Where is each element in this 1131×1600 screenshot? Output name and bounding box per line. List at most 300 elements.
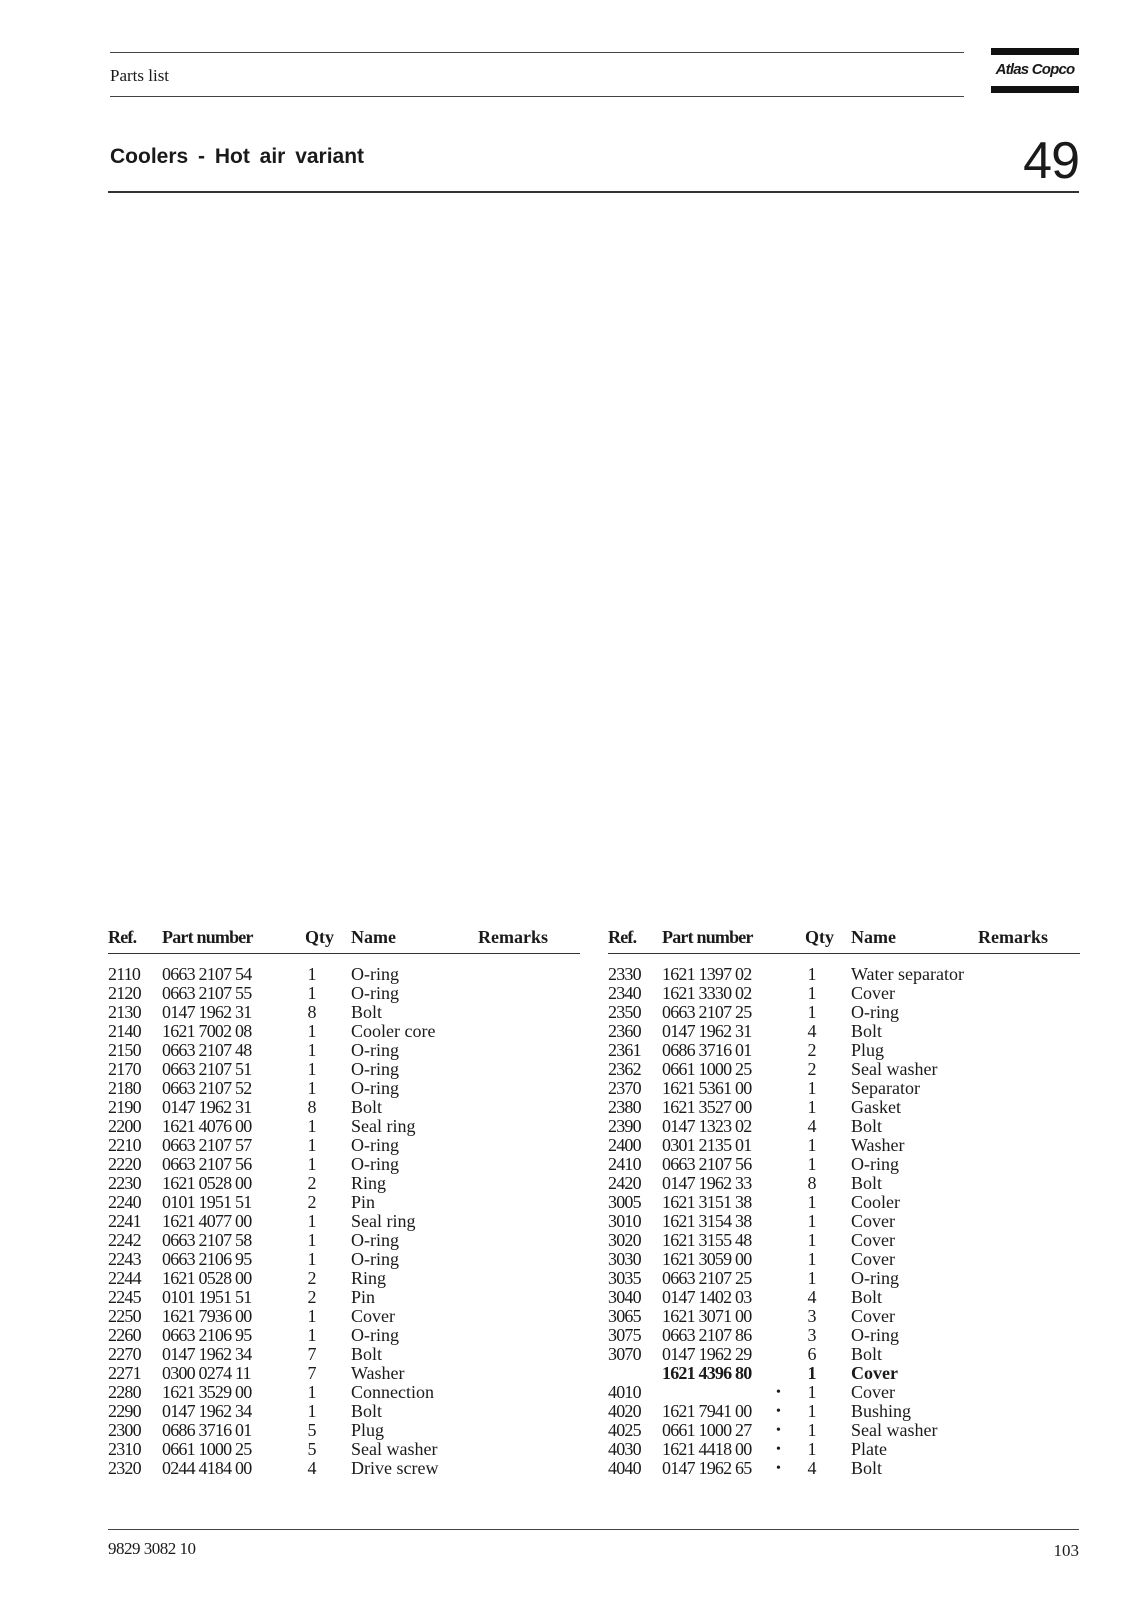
ref-cell: 2270	[108, 1344, 141, 1364]
part-number-cell: 0244 4184 00	[162, 1458, 252, 1478]
part-number-cell: 0663 2107 58	[162, 1230, 252, 1250]
name-cell: Plug	[851, 1040, 885, 1060]
name-cell: Cover	[851, 1230, 895, 1250]
ref-cell: 3010	[608, 1211, 641, 1231]
name-cell: Cover	[851, 983, 895, 1003]
ref-cell: 3030	[608, 1249, 641, 1269]
name-cell: Separator	[851, 1078, 920, 1098]
parts-table-left	[108, 927, 580, 1478]
bullet-marker: •	[776, 1404, 781, 1419]
ref-cell: 3020	[608, 1230, 641, 1250]
table-header	[608, 927, 1080, 954]
qty-cell: 3	[807, 1306, 817, 1326]
part-number-cell: 1621 4418 00	[662, 1439, 752, 1459]
part-number-cell: 1621 3059 00	[662, 1249, 752, 1269]
logo-bottom-bar	[991, 86, 1079, 93]
table-row	[608, 1003, 1080, 1022]
qty-cell: 1	[307, 1401, 317, 1421]
name-cell: Washer	[851, 1135, 905, 1155]
name-cell: O-ring	[351, 964, 399, 984]
ref-cell: 2242	[108, 1230, 141, 1250]
name-cell: Cover	[851, 1363, 898, 1383]
ref-cell: 3065	[608, 1306, 641, 1326]
name-cell: O-ring	[851, 1002, 899, 1022]
table-row	[608, 1307, 1080, 1326]
qty-cell: 1	[307, 1325, 317, 1345]
name-cell: Cover	[851, 1249, 895, 1269]
header-remarks: Remarks	[478, 927, 548, 947]
ref-cell: 4020	[608, 1401, 641, 1421]
table-row	[608, 1231, 1080, 1250]
part-number-cell: 1621 3154 38	[662, 1211, 752, 1231]
ref-cell: 2245	[108, 1287, 141, 1307]
ref-cell: 2380	[608, 1097, 641, 1117]
part-number-cell: 0300 0274 11	[162, 1363, 251, 1383]
qty-cell: 1	[807, 1135, 817, 1155]
ref-cell: 2210	[108, 1135, 141, 1155]
qty-cell: 1	[807, 1002, 817, 1022]
name-cell: Bolt	[851, 1287, 883, 1307]
ref-cell: 2250	[108, 1306, 141, 1326]
table-row	[608, 1288, 1080, 1307]
qty-cell: 4	[807, 1458, 817, 1478]
table-row	[108, 1155, 580, 1174]
ref-cell: 2320	[108, 1458, 141, 1478]
qty-cell: 2	[807, 1059, 817, 1079]
table-row	[608, 1383, 1080, 1402]
name-cell: O-ring	[851, 1154, 899, 1174]
ref-cell: 2350	[608, 1002, 641, 1022]
part-number-cell: 0147 1962 34	[162, 1344, 252, 1364]
table-row	[108, 1383, 580, 1402]
ref-cell: 2260	[108, 1325, 141, 1345]
table-row	[608, 1459, 1080, 1478]
table-row	[608, 1345, 1080, 1364]
part-number-cell: 0663 2107 51	[162, 1059, 252, 1079]
table-row	[608, 1326, 1080, 1345]
table-row	[108, 1250, 580, 1269]
table-body	[608, 965, 1080, 1478]
name-cell: O-ring	[351, 1249, 399, 1269]
qty-cell: 1	[807, 983, 817, 1003]
qty-cell: 1	[307, 1078, 317, 1098]
name-cell: Seal washer	[851, 1420, 938, 1440]
chapter-number: 49	[1023, 132, 1079, 190]
qty-cell: 2	[307, 1173, 317, 1193]
qty-cell: 1	[307, 1021, 317, 1041]
qty-cell: 1	[807, 1401, 817, 1421]
part-number-cell: 0663 2106 95	[162, 1325, 252, 1345]
name-cell: O-ring	[351, 1135, 399, 1155]
name-cell: Pin	[351, 1287, 376, 1307]
ref-cell: 4025	[608, 1420, 641, 1440]
qty-cell: 1	[307, 1230, 317, 1250]
name-cell: Bolt	[851, 1173, 883, 1193]
name-cell: O-ring	[351, 1059, 399, 1079]
name-cell: Ring	[351, 1173, 387, 1193]
table-row	[108, 1022, 580, 1041]
qty-cell: 1	[807, 1230, 817, 1250]
table-row	[608, 1402, 1080, 1421]
table-row	[108, 1003, 580, 1022]
qty-cell: 8	[807, 1173, 817, 1193]
table-row	[608, 1174, 1080, 1193]
table-row	[608, 1250, 1080, 1269]
name-cell: Seal washer	[851, 1059, 938, 1079]
name-cell: O-ring	[351, 1230, 399, 1250]
ref-cell: 2370	[608, 1078, 641, 1098]
document-number: 9829 3082 10	[108, 1539, 196, 1558]
bullet-marker: •	[776, 1385, 781, 1400]
table-row	[108, 1402, 580, 1421]
qty-cell: 1	[307, 983, 317, 1003]
qty-cell: 1	[807, 1249, 817, 1269]
name-cell: Connection	[351, 1382, 434, 1402]
part-number-cell: 0663 2106 95	[162, 1249, 252, 1269]
ref-cell: 2271	[108, 1363, 141, 1383]
ref-cell: 2243	[108, 1249, 141, 1269]
name-cell: Bushing	[851, 1401, 912, 1421]
name-cell: Seal washer	[351, 1439, 438, 1459]
name-cell: Bolt	[351, 1002, 383, 1022]
part-number-cell: 1621 5361 00	[662, 1078, 752, 1098]
name-cell: Water separator	[851, 964, 964, 984]
qty-cell: 1	[307, 1154, 317, 1174]
qty-cell: 1	[307, 1135, 317, 1155]
name-cell: Washer	[351, 1363, 405, 1383]
name-cell: Gasket	[851, 1097, 901, 1117]
name-cell: Bolt	[351, 1401, 383, 1421]
ref-cell: 3040	[608, 1287, 641, 1307]
table-row	[608, 984, 1080, 1003]
ref-cell: 2244	[108, 1268, 141, 1288]
name-cell: Bolt	[851, 1458, 883, 1478]
ref-cell: 2420	[608, 1173, 641, 1193]
qty-cell: 1	[807, 1154, 817, 1174]
header-remarks: Remarks	[978, 927, 1048, 947]
table-row	[108, 984, 580, 1003]
table-row	[108, 1174, 580, 1193]
table-row	[108, 1307, 580, 1326]
qty-cell: 5	[307, 1439, 317, 1459]
table-row	[108, 1364, 580, 1383]
table-body	[108, 965, 580, 1478]
part-number-cell: 0147 1962 29	[662, 1344, 752, 1364]
header-part-number: Part number	[662, 927, 753, 947]
part-number-cell: 0147 1323 02	[662, 1116, 752, 1136]
ref-cell: 2360	[608, 1021, 641, 1041]
part-number-cell: 1621 3071 00	[662, 1306, 752, 1326]
ref-cell: 2180	[108, 1078, 141, 1098]
ref-cell: 2130	[108, 1002, 141, 1022]
part-number-cell: 1621 4076 00	[162, 1116, 252, 1136]
table-row	[108, 1231, 580, 1250]
ref-cell: 3075	[608, 1325, 641, 1345]
name-cell: Drive screw	[351, 1458, 439, 1478]
ref-cell: 2390	[608, 1116, 641, 1136]
name-cell: O-ring	[851, 1325, 899, 1345]
table-row	[108, 1079, 580, 1098]
page-number: 103	[1053, 1541, 1079, 1560]
part-number-cell: 1621 7941 00	[662, 1401, 752, 1421]
part-number-cell: 0663 2107 86	[662, 1325, 752, 1345]
logo-top-bar	[991, 48, 1079, 55]
part-number-cell: 1621 3330 02	[662, 983, 752, 1003]
qty-cell: 4	[807, 1287, 817, 1307]
name-cell: Cover	[851, 1211, 895, 1231]
header-ref: Ref.	[108, 927, 137, 947]
part-number-cell: 0147 1962 65	[662, 1458, 752, 1478]
part-number-cell: 1621 4077 00	[162, 1211, 252, 1231]
ref-cell: 2280	[108, 1382, 141, 1402]
table-row	[108, 1459, 580, 1478]
qty-cell: 1	[807, 1211, 817, 1231]
part-number-cell: 0663 2107 56	[662, 1154, 752, 1174]
name-cell: Bolt	[851, 1116, 883, 1136]
table-row	[608, 1155, 1080, 1174]
ref-cell: 2362	[608, 1059, 641, 1079]
qty-cell: 1	[807, 1078, 817, 1098]
part-number-cell: 1621 3155 48	[662, 1230, 752, 1250]
ref-cell: 2241	[108, 1211, 141, 1231]
header-qty: Qty	[805, 927, 834, 947]
part-number-cell: 0147 1962 31	[162, 1097, 252, 1117]
table-row	[108, 1288, 580, 1307]
part-number-cell: 0661 1000 25	[662, 1059, 752, 1079]
table-row	[608, 965, 1080, 984]
ref-cell: 4010	[608, 1382, 641, 1402]
table-row	[608, 1421, 1080, 1440]
name-cell: Cooler core	[351, 1021, 436, 1041]
ref-cell: 3070	[608, 1344, 641, 1364]
part-number-cell: 0686 3716 01	[162, 1420, 252, 1440]
part-number-cell: 1621 0528 00	[162, 1268, 252, 1288]
part-number-cell: 0147 1962 31	[662, 1021, 752, 1041]
part-number-cell: 1621 7936 00	[162, 1306, 252, 1326]
table-row	[608, 1364, 1080, 1383]
name-cell: Ring	[351, 1268, 387, 1288]
ref-cell: 2340	[608, 983, 641, 1003]
qty-cell: 1	[307, 1059, 317, 1079]
part-number-cell: 0301 2135 01	[662, 1135, 752, 1155]
header-top-rule	[110, 52, 964, 53]
name-cell: Plug	[351, 1420, 385, 1440]
qty-cell: 1	[307, 964, 317, 984]
table-row	[608, 1440, 1080, 1459]
ref-cell: 3005	[608, 1192, 641, 1212]
ref-cell: 2400	[608, 1135, 641, 1155]
name-cell: Plate	[851, 1439, 887, 1459]
part-number-cell: 0147 1962 33	[662, 1173, 752, 1193]
part-number-cell: 0663 2107 56	[162, 1154, 252, 1174]
qty-cell: 2	[807, 1040, 817, 1060]
table-row	[108, 1117, 580, 1136]
qty-cell: 1	[807, 1097, 817, 1117]
qty-cell: 1	[807, 1420, 817, 1440]
brand-logo	[991, 48, 1079, 94]
qty-cell: 8	[307, 1002, 317, 1022]
table-row	[108, 1136, 580, 1155]
name-cell: Seal ring	[351, 1116, 416, 1136]
table-row	[108, 1269, 580, 1288]
table-row	[108, 1060, 580, 1079]
part-number-cell: 1621 3527 00	[662, 1097, 752, 1117]
qty-cell: 1	[807, 1439, 817, 1459]
qty-cell: 1	[307, 1116, 317, 1136]
table-row	[108, 1421, 580, 1440]
qty-cell: 1	[807, 964, 817, 984]
ref-cell: 2140	[108, 1021, 141, 1041]
name-cell: Bolt	[351, 1097, 383, 1117]
ref-cell: 2290	[108, 1401, 141, 1421]
name-cell: Cooler	[851, 1192, 900, 1212]
ref-cell: 2200	[108, 1116, 141, 1136]
header-ref: Ref.	[608, 927, 637, 947]
qty-cell: 7	[307, 1363, 317, 1383]
ref-cell: 2220	[108, 1154, 141, 1174]
part-number-cell: 1621 1397 02	[662, 964, 752, 984]
header-name: Name	[351, 927, 396, 947]
table-row	[108, 1345, 580, 1364]
ref-cell: 4030	[608, 1439, 641, 1459]
title-rule	[108, 191, 1079, 193]
ref-cell: 2190	[108, 1097, 141, 1117]
qty-cell: 5	[307, 1420, 317, 1440]
name-cell: Cover	[851, 1382, 895, 1402]
part-number-cell: 0101 1951 51	[162, 1192, 252, 1212]
ref-cell: 2150	[108, 1040, 141, 1060]
name-cell: O-ring	[351, 1040, 399, 1060]
bullet-marker: •	[776, 1423, 781, 1438]
part-number-cell: 0147 1962 31	[162, 1002, 252, 1022]
qty-cell: 2	[307, 1268, 317, 1288]
table-row	[608, 1098, 1080, 1117]
qty-cell: 4	[307, 1458, 317, 1478]
table-row	[608, 1269, 1080, 1288]
ref-cell: 2230	[108, 1173, 141, 1193]
header-part-number: Part number	[162, 927, 253, 947]
header-bottom-rule	[110, 96, 964, 97]
name-cell: O-ring	[351, 983, 399, 1003]
table-row	[108, 1440, 580, 1459]
qty-cell: 1	[307, 1211, 317, 1231]
ref-cell: 2410	[608, 1154, 641, 1174]
part-number-cell: 1621 7002 08	[162, 1021, 252, 1041]
qty-cell: 1	[307, 1382, 317, 1402]
qty-cell: 6	[807, 1344, 817, 1364]
table-row	[108, 1193, 580, 1212]
part-number-cell: 0686 3716 01	[662, 1040, 752, 1060]
ref-cell: 2330	[608, 964, 641, 984]
qty-cell: 1	[807, 1363, 817, 1383]
table-header	[108, 927, 580, 954]
name-cell: Bolt	[351, 1344, 383, 1364]
name-cell: Seal ring	[351, 1211, 416, 1231]
qty-cell: 8	[307, 1097, 317, 1117]
part-number-cell: 0661 1000 25	[162, 1439, 252, 1459]
table-row	[108, 1098, 580, 1117]
qty-cell: 1	[807, 1192, 817, 1212]
name-cell: Bolt	[851, 1021, 883, 1041]
qty-cell: 4	[807, 1021, 817, 1041]
part-number-cell: 1621 3529 00	[162, 1382, 252, 1402]
part-number-cell: 1621 3151 38	[662, 1192, 752, 1212]
table-row	[608, 1136, 1080, 1155]
qty-cell: 4	[807, 1116, 817, 1136]
part-number-cell: 0147 1962 34	[162, 1401, 252, 1421]
bullet-marker: •	[776, 1461, 781, 1476]
qty-cell: 3	[807, 1325, 817, 1345]
ref-cell: 4040	[608, 1458, 641, 1478]
header-qty: Qty	[305, 927, 334, 947]
table-row	[108, 1326, 580, 1345]
qty-cell: 2	[307, 1287, 317, 1307]
part-number-cell: 1621 4396 80	[662, 1363, 752, 1383]
name-cell: Cover	[851, 1306, 895, 1326]
part-number-cell: 0663 2107 48	[162, 1040, 252, 1060]
logo-wordmark: Atlas Copco	[995, 61, 1075, 78]
ref-cell: 2361	[608, 1040, 641, 1060]
table-row	[608, 1079, 1080, 1098]
part-number-cell: 0663 2107 25	[662, 1268, 752, 1288]
table-row	[608, 1060, 1080, 1079]
name-cell: Cover	[351, 1306, 395, 1326]
table-row	[108, 1212, 580, 1231]
part-number-cell: 0663 2107 54	[162, 964, 252, 984]
table-row	[608, 1193, 1080, 1212]
header-name: Name	[851, 927, 896, 947]
table-row	[108, 1041, 580, 1060]
name-cell: O-ring	[851, 1268, 899, 1288]
qty-cell: 1	[807, 1382, 817, 1402]
qty-cell: 1	[307, 1249, 317, 1269]
part-number-cell: 0147 1402 03	[662, 1287, 752, 1307]
table-row	[608, 1212, 1080, 1231]
part-number-cell: 0661 1000 27	[662, 1420, 752, 1440]
qty-cell: 7	[307, 1344, 317, 1364]
bullet-marker: •	[776, 1442, 781, 1457]
qty-cell: 2	[307, 1192, 317, 1212]
ref-cell: 3035	[608, 1268, 641, 1288]
part-number-cell: 0663 2107 57	[162, 1135, 252, 1155]
part-number-cell: 0101 1951 51	[162, 1287, 252, 1307]
name-cell: O-ring	[351, 1325, 399, 1345]
ref-cell: 2300	[108, 1420, 141, 1440]
part-number-cell: 0663 2107 55	[162, 983, 252, 1003]
ref-cell: 2110	[108, 964, 141, 984]
table-row	[608, 1022, 1080, 1041]
name-cell: Pin	[351, 1192, 376, 1212]
qty-cell: 1	[807, 1268, 817, 1288]
part-number-cell: 0663 2107 52	[162, 1078, 252, 1098]
table-row	[108, 965, 580, 984]
section-label: Parts list	[110, 66, 170, 85]
name-cell: Bolt	[851, 1344, 883, 1364]
part-number-cell: 1621 0528 00	[162, 1173, 252, 1193]
name-cell: O-ring	[351, 1078, 399, 1098]
ref-cell: 2120	[108, 983, 141, 1003]
ref-cell: 2170	[108, 1059, 141, 1079]
footer-rule	[108, 1529, 1079, 1530]
page-title: Coolers - Hot air variant	[110, 145, 365, 168]
qty-cell: 1	[307, 1306, 317, 1326]
ref-cell: 2310	[108, 1439, 141, 1459]
ref-cell: 2240	[108, 1192, 141, 1212]
part-number-cell: 0663 2107 25	[662, 1002, 752, 1022]
parts-table-right	[608, 927, 1080, 1478]
qty-cell: 1	[307, 1040, 317, 1060]
table-row	[608, 1041, 1080, 1060]
